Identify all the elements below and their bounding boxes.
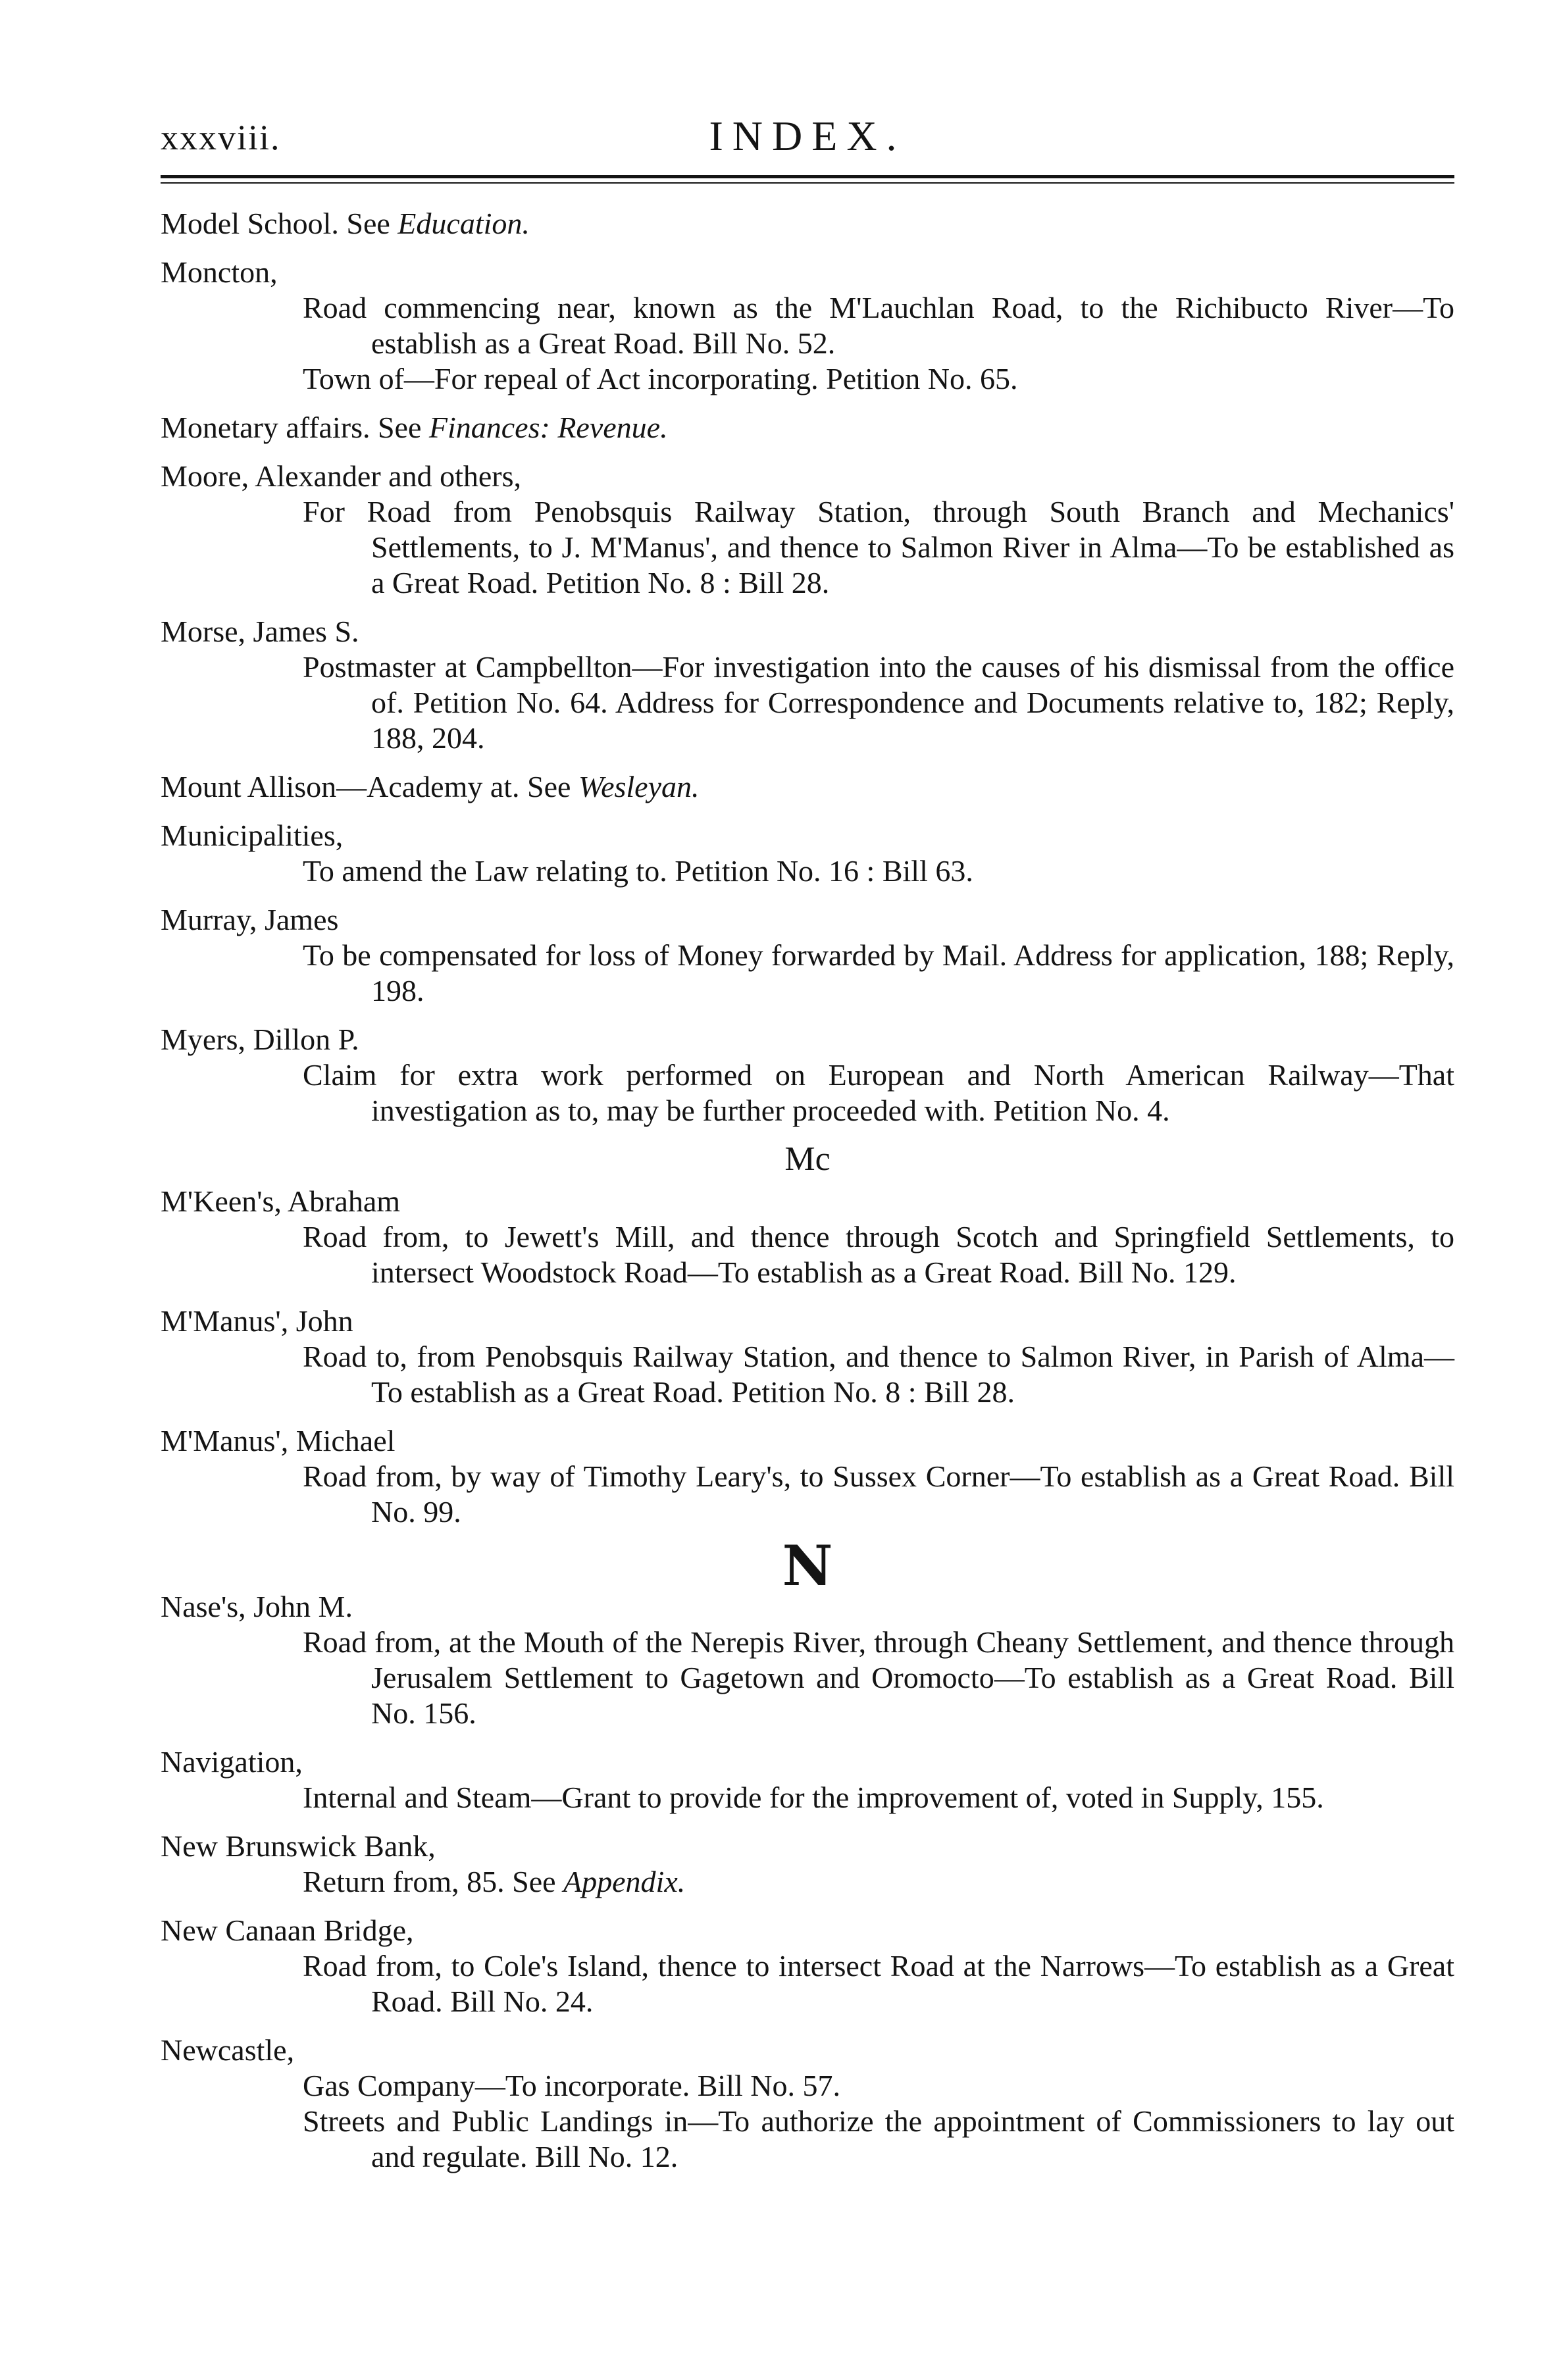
index-entry [161, 255, 1454, 397]
entry-heading-text: Moncton, [161, 255, 278, 289]
index-entry [161, 1913, 1454, 2019]
entry-heading [161, 614, 1454, 649]
header-rule-thick [161, 175, 1454, 178]
index-entry [161, 1589, 1454, 1731]
entry-heading [161, 1304, 1454, 1339]
entry-subheading-text: Internal and Steam—Grant to provide for the improvement of, voted in Supply, 155. [303, 1781, 1324, 1814]
entry-subheading [229, 1864, 1454, 1900]
entry-heading [161, 769, 1454, 805]
section-heading-mc: Mc [784, 1140, 831, 1178]
index-entry [161, 459, 1454, 601]
entry-heading-text: Mount Allison—Academy at. See [161, 770, 578, 803]
entry-heading [161, 1423, 1454, 1459]
entry-subheading [229, 494, 1454, 601]
entry-subheading-text: Road from, at the Mouth of the Nerepis River, through Cheany Settlement, and thence through Jerusalem Settlement to Gagetown and Oromocto—To establish as a Great Road. Bill No. 156. [303, 1625, 1454, 1730]
entry-subheading [229, 1339, 1454, 1410]
index-entry [161, 1744, 1454, 1815]
entry-heading [161, 1022, 1454, 1057]
page-header [161, 105, 1454, 171]
entry-subheading-text: Gas Company—To incorporate. Bill No. 57. [303, 2069, 840, 2102]
index-entry [161, 1022, 1454, 1128]
entry-heading-text: M'Keen's, Abraham [161, 1184, 401, 1218]
index-block-n [161, 1589, 1454, 2175]
entry-subheading [229, 1780, 1454, 1815]
entry-subheading-text: Postmaster at Campbellton—For investigation into the causes of his dismissal from the office of. Petition No. 64. Address for Correspondence and Documents relative to, 182; Reply, 188, 204. [303, 650, 1454, 755]
index-entry [161, 769, 1454, 805]
index-entry [161, 1304, 1454, 1410]
page-title: INDEX. [709, 113, 906, 159]
index-entry [161, 410, 1454, 445]
entry-subheading [229, 2068, 1454, 2104]
entry-heading-text: Newcastle, [161, 2033, 295, 2067]
entry-subheading [229, 1219, 1454, 1290]
entry-heading [161, 1913, 1454, 1948]
entry-subheading-text: Road from, to Cole's Island, thence to intersect Road at the Narrows—To establish as a Great Road. Bill No. 24. [303, 1949, 1454, 2018]
entry-heading-text: Model School. See [161, 207, 398, 240]
entry-heading-text: M'Manus', John [161, 1304, 353, 1338]
entry-subheading-text: For Road from Penobsquis Railway Station, through South Branch and Mechanics' Settlements, to J. M'Manus', and thence to Salmon River in Alma—To be established as a Great Road. Petition No. 8 : Bill 28. [303, 495, 1454, 599]
entry-subheading [229, 1057, 1454, 1128]
index-entry [161, 1184, 1454, 1290]
entry-subheading-text: Road from, to Jewett's Mill, and thence through Scotch and Springfield Settlements, to intersect Woodstock Road—To establish as a Great Road. Bill No. 129. [303, 1220, 1454, 1289]
entry-heading-text: Myers, Dillon P. [161, 1023, 359, 1056]
header-rule-thin [161, 182, 1454, 184]
entry-heading-text: New Brunswick Bank, [161, 1829, 436, 1863]
page-folio: xxxviii. [161, 118, 281, 157]
entry-subheading-text: Claim for extra work performed on European and North American Railway—That investigation as to, may be further proceeded with. Petition No. 4. [303, 1058, 1454, 1127]
index-entry [161, 614, 1454, 756]
index-entry [161, 1423, 1454, 1530]
entry-subheading [229, 2104, 1454, 2175]
index-entry [161, 818, 1454, 889]
entry-subheading [229, 290, 1454, 361]
entry-subheading [229, 1625, 1454, 1731]
entry-heading [161, 902, 1454, 938]
index-entry [161, 2033, 1454, 2175]
entry-heading [161, 410, 1454, 445]
entry-heading [161, 2033, 1454, 2068]
index-block-m [161, 206, 1454, 1128]
index-entry [161, 1829, 1454, 1900]
entry-heading-text: Municipalities, [161, 819, 344, 852]
entry-heading-text: Monetary affairs. See [161, 411, 429, 444]
index-entry [161, 902, 1454, 1009]
entry-heading [161, 206, 1454, 241]
entry-heading [161, 255, 1454, 290]
entry-subheading [229, 361, 1454, 397]
entry-heading [161, 459, 1454, 494]
entry-subheading [229, 938, 1454, 1009]
entry-see-reference: Appendix. [563, 1865, 686, 1898]
entry-heading-text: Morse, James S. [161, 615, 359, 648]
entry-see-reference: Finances: Revenue. [428, 411, 668, 444]
entry-subheading-text: Road to, from Penobsquis Railway Station, and thence to Salmon River, in Parish of Alma—To establish as a Great Road. Petition No. 8 : Bill 28. [303, 1340, 1454, 1409]
entry-heading-text: New Canaan Bridge, [161, 1913, 414, 1947]
index-block-mc [161, 1184, 1454, 1530]
entry-subheading-text: Streets and Public Landings in—To authorize the appointment of Commissioners to lay out and regulate. Bill No. 12. [303, 2104, 1454, 2173]
section-heading-n: N [782, 1533, 833, 1598]
entry-subheading [229, 1459, 1454, 1530]
index-page [161, 105, 1454, 2188]
entry-subheading [229, 853, 1454, 889]
entry-subheading-text: To amend the Law relating to. Petition No. 16 : Bill 63. [303, 854, 973, 888]
entry-subheading-text: To be compensated for loss of Money forwarded by Mail. Address for application, 188; Reply, 198. [303, 938, 1454, 1007]
entry-heading-text: Moore, Alexander and others, [161, 459, 522, 493]
entry-subheading-text: Return from, 85. See [303, 1865, 564, 1898]
entry-subheading-text: Town of—For repeal of Act incorporating. Petition No. 65. [303, 362, 1018, 395]
entry-heading [161, 1184, 1454, 1219]
entry-see-reference: Wesleyan. [578, 770, 700, 803]
entry-heading [161, 1829, 1454, 1864]
entry-heading-text: Nase's, John M. [161, 1590, 353, 1623]
entry-heading-text: Murray, James [161, 903, 339, 936]
entry-heading [161, 1744, 1454, 1780]
entry-subheading [229, 1948, 1454, 2019]
index-entry [161, 206, 1454, 241]
entry-subheading-text: Road from, by way of Timothy Leary's, to Sussex Corner—To establish as a Great Road. Bill No. 99. [303, 1459, 1454, 1529]
entry-subheading-text: Road commencing near, known as the M'Lauchlan Road, to the Richibucto River—To establish as a Great Road. Bill No. 52. [303, 291, 1454, 360]
entry-see-reference: Education. [397, 207, 530, 240]
entry-heading-text: M'Manus', Michael [161, 1424, 396, 1457]
index-body [161, 206, 1454, 2175]
entry-heading-text: Navigation, [161, 1745, 303, 1779]
entry-subheading [229, 649, 1454, 756]
entry-heading [161, 818, 1454, 853]
